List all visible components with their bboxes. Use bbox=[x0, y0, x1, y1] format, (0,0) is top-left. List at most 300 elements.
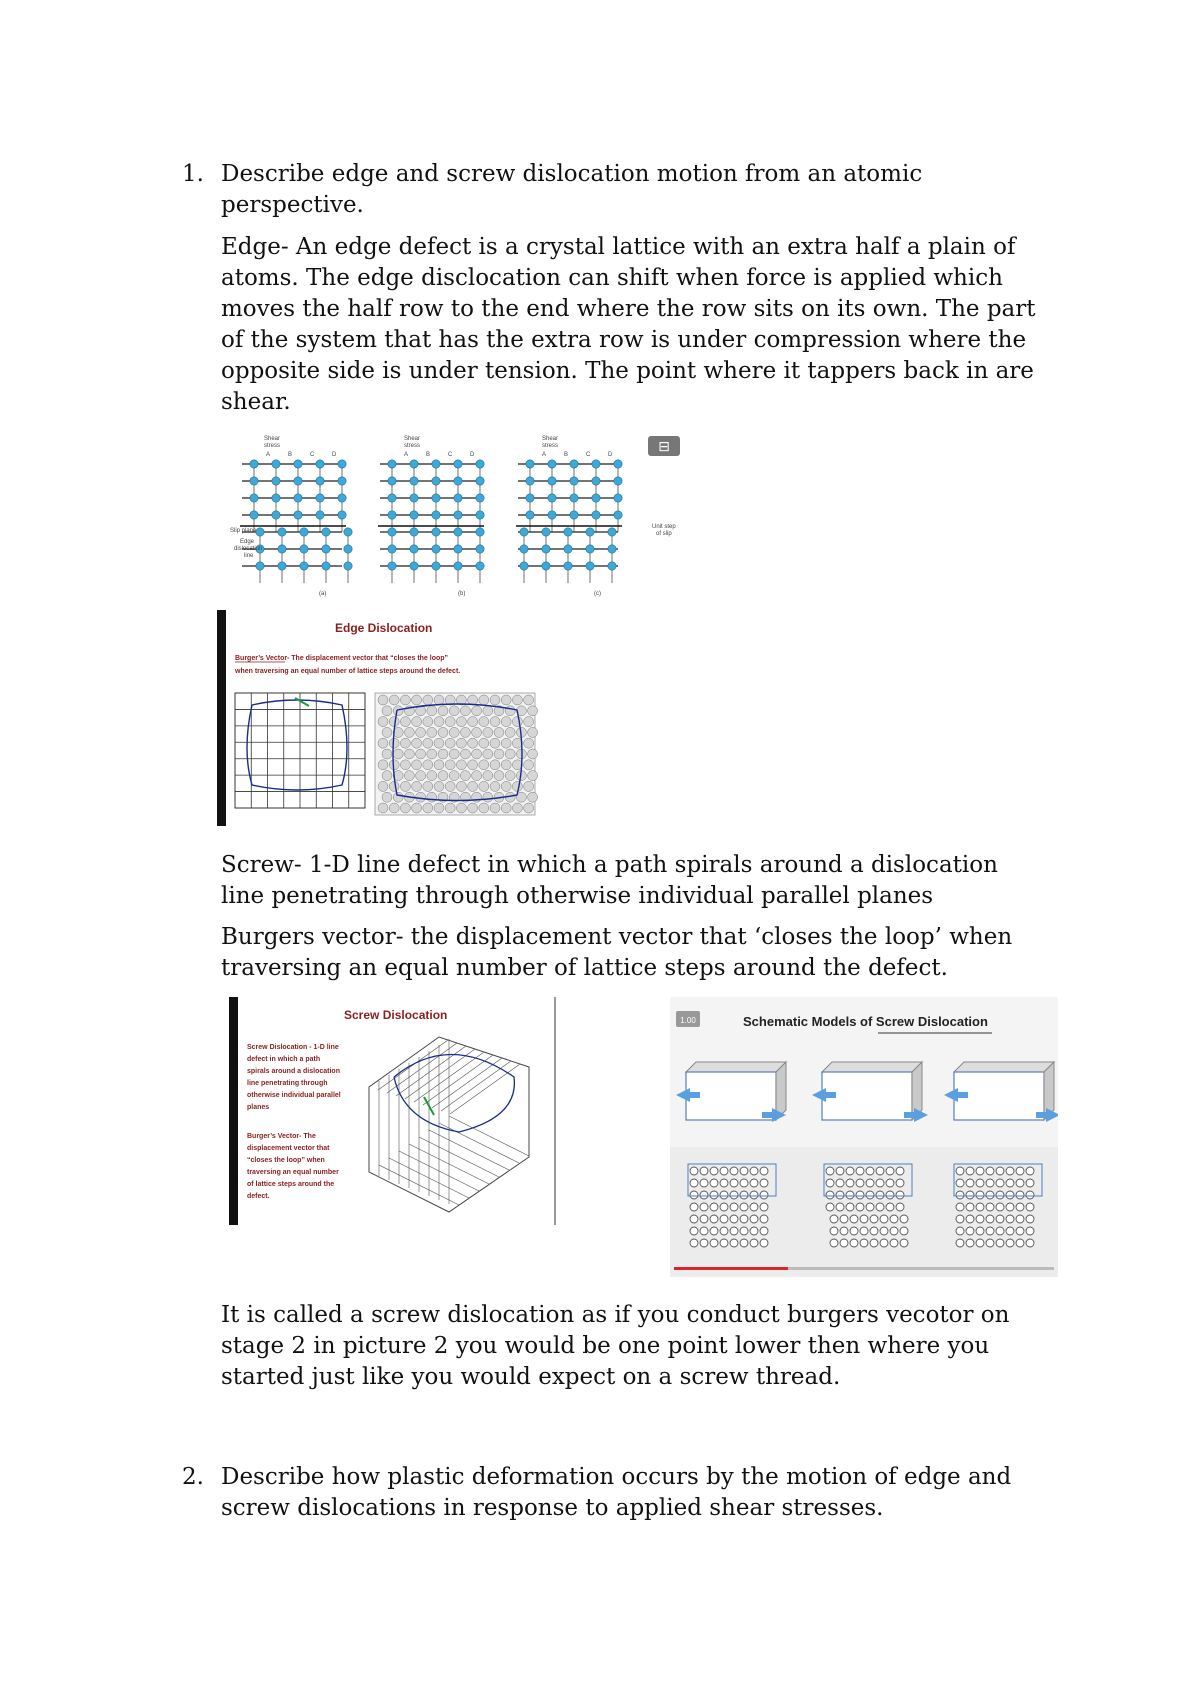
atom bbox=[886, 1203, 894, 1211]
atom bbox=[434, 717, 444, 727]
atom bbox=[880, 1227, 888, 1235]
atom bbox=[501, 738, 511, 748]
atom bbox=[483, 792, 493, 802]
atom bbox=[479, 695, 489, 705]
atom bbox=[856, 1179, 864, 1187]
schematic-blocks bbox=[676, 1062, 1058, 1122]
atom bbox=[338, 477, 346, 485]
atom bbox=[338, 460, 346, 468]
atom bbox=[846, 1167, 854, 1175]
atom bbox=[740, 1239, 748, 1247]
atom bbox=[400, 695, 410, 705]
atom bbox=[250, 460, 258, 468]
atom bbox=[454, 511, 462, 519]
screw-burgers-line: displacement vector that bbox=[247, 1145, 330, 1152]
atom bbox=[1006, 1239, 1014, 1247]
atom bbox=[730, 1191, 738, 1199]
atom bbox=[456, 738, 466, 748]
atom bbox=[966, 1215, 974, 1223]
atom bbox=[338, 511, 346, 519]
atom bbox=[976, 1167, 984, 1175]
atom bbox=[427, 771, 437, 781]
atom bbox=[322, 528, 330, 536]
atom bbox=[427, 706, 437, 716]
schematic-video-frame bbox=[670, 997, 1058, 1277]
atom bbox=[300, 562, 308, 570]
atom bbox=[501, 760, 511, 770]
atom bbox=[382, 706, 392, 716]
atom bbox=[986, 1203, 994, 1211]
atom bbox=[490, 781, 500, 791]
atom bbox=[412, 781, 422, 791]
atom bbox=[896, 1167, 904, 1175]
atom bbox=[760, 1203, 768, 1211]
atom bbox=[393, 792, 403, 802]
lattice-panel-a bbox=[230, 436, 352, 597]
atom bbox=[479, 803, 489, 813]
edge-line: shear. bbox=[221, 389, 291, 415]
atom bbox=[294, 477, 302, 485]
atom bbox=[512, 803, 522, 813]
atom bbox=[490, 760, 500, 770]
atom bbox=[564, 545, 572, 553]
atom bbox=[416, 727, 426, 737]
atom-circle-lattice bbox=[375, 693, 538, 815]
atom bbox=[412, 717, 422, 727]
atom bbox=[840, 1239, 848, 1247]
atom bbox=[404, 727, 414, 737]
atom bbox=[389, 781, 399, 791]
atom bbox=[986, 1167, 994, 1175]
atom bbox=[445, 738, 455, 748]
atom bbox=[542, 545, 550, 553]
column-letter: B bbox=[288, 452, 293, 458]
atom bbox=[449, 727, 459, 737]
atom bbox=[720, 1167, 728, 1175]
conclusion-line: It is called a screw dislocation as if you conduct burgers vecotor on bbox=[221, 1302, 1010, 1328]
atom bbox=[460, 706, 470, 716]
edge-paragraph bbox=[221, 232, 1036, 418]
atom bbox=[956, 1203, 964, 1211]
atom bbox=[434, 738, 444, 748]
atom bbox=[830, 1215, 838, 1223]
atom bbox=[427, 749, 437, 759]
atom bbox=[423, 717, 433, 727]
atom bbox=[400, 760, 410, 770]
unit-step-label-line: of slip bbox=[656, 531, 672, 537]
atom bbox=[483, 771, 493, 781]
block-top bbox=[954, 1062, 1054, 1072]
atom bbox=[501, 781, 511, 791]
atom bbox=[524, 738, 534, 748]
atom bbox=[760, 1227, 768, 1235]
atom bbox=[1016, 1179, 1024, 1187]
screw-def-line: Screw Dislocation - 1-D line bbox=[247, 1044, 339, 1051]
block-top bbox=[822, 1062, 922, 1072]
atom bbox=[1026, 1215, 1034, 1223]
edge-dislocation-slide bbox=[217, 610, 542, 826]
edge-line: moves the half row to the end where the row sits on its own. The part bbox=[221, 296, 1036, 322]
atom bbox=[427, 727, 437, 737]
atom bbox=[494, 749, 504, 759]
atom bbox=[826, 1167, 834, 1175]
atom bbox=[570, 460, 578, 468]
atom bbox=[750, 1239, 758, 1247]
atom bbox=[986, 1179, 994, 1187]
atom bbox=[479, 717, 489, 727]
atom bbox=[272, 477, 280, 485]
atom bbox=[432, 562, 440, 570]
atom bbox=[524, 803, 534, 813]
atom bbox=[592, 511, 600, 519]
atom bbox=[400, 803, 410, 813]
screw-slide-burgers bbox=[247, 1133, 339, 1200]
atom bbox=[570, 494, 578, 502]
atom bbox=[1006, 1215, 1014, 1223]
atom bbox=[730, 1203, 738, 1211]
atom bbox=[570, 477, 578, 485]
atom bbox=[432, 511, 440, 519]
screw-burgers-line: of lattice steps around the bbox=[247, 1181, 335, 1188]
atom bbox=[272, 511, 280, 519]
atom bbox=[976, 1191, 984, 1199]
atom bbox=[1016, 1239, 1024, 1247]
atom bbox=[404, 771, 414, 781]
atom bbox=[836, 1203, 844, 1211]
atom bbox=[483, 749, 493, 759]
atom bbox=[490, 695, 500, 705]
screw-slide-title: Screw Dislocation bbox=[344, 1008, 448, 1022]
atom bbox=[700, 1179, 708, 1187]
column-letter: D bbox=[332, 452, 337, 458]
atom bbox=[956, 1191, 964, 1199]
atom bbox=[528, 706, 538, 716]
expand-button[interactable] bbox=[648, 436, 680, 456]
atom bbox=[476, 477, 484, 485]
atom bbox=[886, 1167, 894, 1175]
atom bbox=[445, 760, 455, 770]
atom bbox=[432, 460, 440, 468]
atom bbox=[388, 477, 396, 485]
atom bbox=[720, 1239, 728, 1247]
column-letter: D bbox=[608, 452, 613, 458]
atom bbox=[526, 494, 534, 502]
question-1-prompt-line: perspective. bbox=[221, 192, 364, 218]
block-top bbox=[686, 1062, 786, 1072]
atom bbox=[378, 760, 388, 770]
screw-line: line penetrating through otherwise individual parallel planes bbox=[221, 883, 934, 909]
atom bbox=[830, 1227, 838, 1235]
atom bbox=[1016, 1215, 1024, 1223]
atom bbox=[830, 1239, 838, 1247]
atom bbox=[388, 562, 396, 570]
atom bbox=[690, 1179, 698, 1187]
question-2-prompt bbox=[221, 1462, 1011, 1524]
atom bbox=[476, 460, 484, 468]
atom bbox=[520, 562, 528, 570]
edge-dislocation-lattice-figure bbox=[224, 430, 690, 600]
atom bbox=[880, 1215, 888, 1223]
atom bbox=[382, 792, 392, 802]
atom bbox=[438, 727, 448, 737]
atom bbox=[700, 1227, 708, 1235]
atom bbox=[388, 460, 396, 468]
atom bbox=[890, 1215, 898, 1223]
atom bbox=[454, 562, 462, 570]
atom bbox=[1026, 1227, 1034, 1235]
atom bbox=[966, 1167, 974, 1175]
atom bbox=[250, 494, 258, 502]
atom bbox=[840, 1215, 848, 1223]
atom bbox=[900, 1227, 908, 1235]
atom bbox=[876, 1167, 884, 1175]
atom bbox=[876, 1191, 884, 1199]
atom bbox=[700, 1239, 708, 1247]
atom bbox=[382, 771, 392, 781]
atom bbox=[524, 760, 534, 770]
atom bbox=[505, 749, 515, 759]
atom bbox=[490, 717, 500, 727]
atom bbox=[1006, 1203, 1014, 1211]
atom bbox=[526, 477, 534, 485]
atom bbox=[434, 781, 444, 791]
atom bbox=[614, 494, 622, 502]
atom bbox=[468, 781, 478, 791]
atom bbox=[1026, 1167, 1034, 1175]
atom bbox=[393, 706, 403, 716]
atom bbox=[483, 727, 493, 737]
atom bbox=[423, 803, 433, 813]
atom bbox=[300, 528, 308, 536]
atom bbox=[826, 1179, 834, 1187]
conclusion-line: stage 2 in picture 2 you would be one point lower then where you bbox=[221, 1333, 990, 1359]
atom bbox=[840, 1227, 848, 1235]
atom bbox=[494, 771, 504, 781]
atom bbox=[456, 803, 466, 813]
atom bbox=[250, 477, 258, 485]
atom bbox=[750, 1215, 758, 1223]
atom bbox=[846, 1191, 854, 1199]
atom bbox=[468, 717, 478, 727]
atom bbox=[1006, 1179, 1014, 1187]
atom bbox=[434, 695, 444, 705]
atom bbox=[860, 1239, 868, 1247]
atom bbox=[501, 717, 511, 727]
atom bbox=[750, 1179, 758, 1187]
atom bbox=[490, 803, 500, 813]
column-letter: B bbox=[426, 452, 431, 458]
atom bbox=[316, 511, 324, 519]
atom bbox=[760, 1179, 768, 1187]
atom bbox=[1016, 1167, 1024, 1175]
atom bbox=[483, 706, 493, 716]
column-letter: A bbox=[266, 452, 271, 458]
dislocation-label-line: Edge bbox=[240, 539, 255, 545]
atom bbox=[449, 771, 459, 781]
atom bbox=[400, 717, 410, 727]
slide-side-bar bbox=[229, 997, 238, 1225]
atom bbox=[690, 1227, 698, 1235]
atom bbox=[760, 1215, 768, 1223]
stress-label: stress bbox=[264, 443, 281, 449]
atom bbox=[454, 460, 462, 468]
question-1-number: 1. bbox=[182, 161, 204, 187]
panel-label-a: (a) bbox=[319, 591, 327, 597]
question-2-prompt-line: Describe how plastic deformation occurs by the motion of edge and bbox=[221, 1464, 1012, 1490]
atom bbox=[300, 545, 308, 553]
lattice-panel-c bbox=[516, 436, 676, 597]
atom bbox=[996, 1215, 1004, 1223]
atom bbox=[479, 781, 489, 791]
atom bbox=[528, 771, 538, 781]
atom bbox=[850, 1227, 858, 1235]
atom bbox=[586, 545, 594, 553]
atom bbox=[1006, 1191, 1014, 1199]
schematic-title: Schematic Models of Screw Dislocation bbox=[743, 1014, 988, 1029]
atom bbox=[272, 494, 280, 502]
atom bbox=[423, 760, 433, 770]
atom bbox=[344, 562, 352, 570]
column-letter: C bbox=[448, 452, 453, 458]
atom bbox=[460, 727, 470, 737]
atom bbox=[956, 1167, 964, 1175]
speed-badge-label: 1.00 bbox=[680, 1016, 696, 1025]
atom bbox=[586, 528, 594, 536]
atom bbox=[586, 562, 594, 570]
atom bbox=[501, 695, 511, 705]
atom bbox=[966, 1239, 974, 1247]
atom bbox=[740, 1215, 748, 1223]
atom bbox=[836, 1179, 844, 1187]
atom bbox=[542, 562, 550, 570]
slip-plane-label: Slip plane bbox=[230, 528, 257, 534]
atom bbox=[836, 1167, 844, 1175]
atom bbox=[479, 760, 489, 770]
atom bbox=[528, 749, 538, 759]
atom bbox=[542, 528, 550, 536]
atom bbox=[1026, 1203, 1034, 1211]
atom bbox=[454, 494, 462, 502]
atom bbox=[976, 1179, 984, 1187]
atom bbox=[524, 781, 534, 791]
dislocation-label-line: line bbox=[244, 553, 254, 559]
screw-line: Screw- 1-D line defect in which a path spirals around a dislocation bbox=[221, 852, 998, 878]
slide-side-bar bbox=[217, 610, 226, 826]
lattice-panel-b bbox=[378, 436, 484, 597]
atom bbox=[460, 771, 470, 781]
atom bbox=[272, 460, 280, 468]
atom bbox=[866, 1179, 874, 1187]
atom bbox=[614, 460, 622, 468]
atom bbox=[1026, 1179, 1034, 1187]
question-2-number: 2. bbox=[182, 1464, 204, 1490]
atom bbox=[548, 460, 556, 468]
atom bbox=[250, 511, 258, 519]
atom bbox=[449, 749, 459, 759]
atom bbox=[548, 477, 556, 485]
atom bbox=[468, 760, 478, 770]
atom bbox=[976, 1239, 984, 1247]
atom bbox=[880, 1239, 888, 1247]
atom bbox=[476, 545, 484, 553]
atom bbox=[720, 1215, 728, 1223]
atom bbox=[710, 1191, 718, 1199]
edge-line: Edge- An edge defect is a crystal lattice with an extra half a plain of bbox=[221, 234, 1016, 260]
shear-label: Shear bbox=[542, 436, 559, 442]
column-letter: A bbox=[404, 452, 409, 458]
atom bbox=[1016, 1227, 1024, 1235]
stress-label: stress bbox=[404, 443, 421, 449]
atom bbox=[524, 695, 534, 705]
atom bbox=[690, 1191, 698, 1199]
atom bbox=[416, 749, 426, 759]
atom bbox=[876, 1203, 884, 1211]
atom bbox=[460, 749, 470, 759]
atom bbox=[896, 1191, 904, 1199]
screw-slide-definition bbox=[247, 1044, 341, 1111]
atom bbox=[278, 562, 286, 570]
screw-dislocation-block bbox=[369, 1037, 529, 1212]
burgers-line: traversing an equal number of lattice steps around the defect. bbox=[221, 955, 948, 981]
edge-line: atoms. The edge disclocation can shift when force is applied which bbox=[221, 265, 1003, 291]
atom bbox=[592, 477, 600, 485]
question-1-prompt-line: Describe edge and screw dislocation motion from an atomic bbox=[221, 161, 923, 187]
atom bbox=[294, 511, 302, 519]
screw-def-line: line penetrating through bbox=[247, 1080, 328, 1087]
atom bbox=[416, 771, 426, 781]
atom bbox=[870, 1227, 878, 1235]
atom bbox=[564, 528, 572, 536]
atom bbox=[826, 1203, 834, 1211]
atom bbox=[1016, 1203, 1024, 1211]
atom bbox=[322, 545, 330, 553]
atom bbox=[740, 1179, 748, 1187]
atom bbox=[512, 781, 522, 791]
speed-badge[interactable] bbox=[676, 1011, 700, 1027]
atom bbox=[400, 738, 410, 748]
atom bbox=[278, 545, 286, 553]
atom bbox=[720, 1203, 728, 1211]
atom bbox=[476, 494, 484, 502]
atom bbox=[382, 749, 392, 759]
edge-slide-title: Edge Dislocation bbox=[335, 621, 433, 635]
atom bbox=[730, 1227, 738, 1235]
atom bbox=[472, 749, 482, 759]
atom bbox=[410, 528, 418, 536]
atom bbox=[700, 1203, 708, 1211]
atom bbox=[472, 706, 482, 716]
column-letter: C bbox=[310, 452, 315, 458]
panel-label-b: (b) bbox=[458, 591, 466, 597]
atom bbox=[856, 1167, 864, 1175]
column-letter: D bbox=[470, 452, 475, 458]
atom bbox=[438, 749, 448, 759]
atom bbox=[956, 1215, 964, 1223]
atom bbox=[520, 545, 528, 553]
atom bbox=[512, 695, 522, 705]
atom bbox=[976, 1203, 984, 1211]
edge-line: opposite side is under tension. The point where it tappers back in are bbox=[221, 358, 1034, 384]
atom bbox=[548, 511, 556, 519]
screw-burgers-line: traversing an equal number bbox=[247, 1169, 339, 1176]
atom bbox=[750, 1191, 758, 1199]
video-progress-bar[interactable] bbox=[674, 1267, 1054, 1270]
shear-label: Shear bbox=[404, 436, 421, 442]
atom bbox=[592, 494, 600, 502]
atom bbox=[564, 562, 572, 570]
atom bbox=[866, 1203, 874, 1211]
atom bbox=[490, 738, 500, 748]
